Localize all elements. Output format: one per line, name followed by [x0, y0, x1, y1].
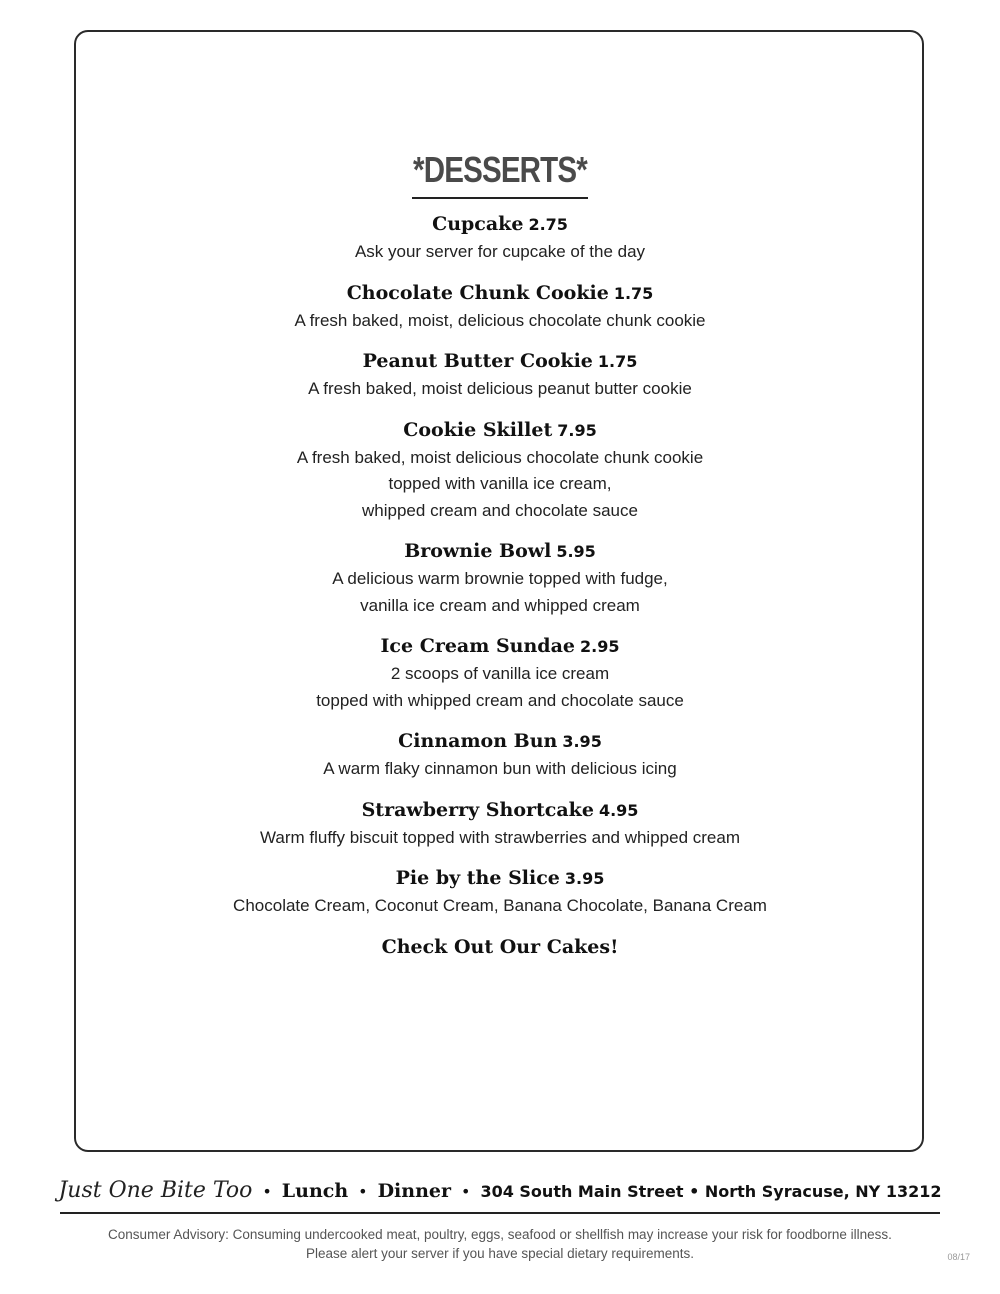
lunch-label: Lunch [281, 1180, 349, 1202]
footer-bar [0, 1176, 1000, 1206]
bullet-separator: • [461, 1182, 471, 1201]
menu-item [0, 796, 1000, 852]
item-name: Cupcake [432, 213, 524, 235]
item-description: topped with vanilla ice cream, [388, 474, 612, 493]
item-description: A delicious warm brownie topped with fudge, [332, 569, 668, 588]
item-description: whipped cream and chocolate sauce [362, 500, 638, 520]
dessert-list [0, 210, 1000, 961]
menu-item [0, 864, 1000, 920]
title-underline [412, 197, 588, 199]
item-price: 2.95 [579, 637, 620, 656]
item-price: 3.95 [564, 869, 605, 888]
item-price: 3.95 [562, 732, 602, 751]
menu-item [0, 727, 1000, 783]
item-description: topped with whipped cream and chocolate sauce [316, 690, 684, 710]
item-price: 4.95 [598, 800, 639, 820]
item-description: A warm flaky cinnamon bun with delicious icing [323, 759, 677, 778]
item-name: Ice Cream Sundae [380, 635, 575, 657]
address: 304 South Main Street • North Syracuse, NY 13212 [480, 1182, 942, 1201]
menu-item [0, 416, 1000, 525]
footer-divider [60, 1212, 940, 1214]
item-price: 5.95 [556, 542, 596, 561]
item-description: Warm fluffy biscuit topped with strawberries and whipped cream [260, 827, 740, 847]
item-name: Pie by the Slice [395, 867, 560, 889]
consumer-advisory [0, 1225, 1000, 1263]
menu-item [0, 210, 1000, 266]
item-description: vanilla ice cream and whipped cream [360, 595, 640, 615]
item-name: Brownie Bowl [404, 540, 552, 562]
bullet-separator: • [358, 1182, 368, 1201]
item-name: Cinnamon Bun [398, 730, 558, 752]
item-name: Cookie Skillet [403, 418, 553, 441]
menu-item [0, 347, 1000, 403]
item-description: A fresh baked, moist delicious peanut butter cookie [308, 379, 692, 398]
item-name: Strawberry Shortcake [361, 798, 594, 821]
item-description: A fresh baked, moist delicious chocolate chunk cookie [296, 447, 704, 467]
item-price: 1.75 [597, 352, 638, 371]
menu-item [0, 537, 1000, 619]
item-price: 7.95 [557, 420, 597, 440]
menu-item [0, 279, 1000, 335]
item-description: 2 scoops of vanilla ice cream [390, 664, 610, 683]
item-name: Chocolate Chunk Cookie [346, 281, 609, 304]
revision-code: 08/17 [947, 1252, 970, 1262]
advisory-line: Please alert your server if you have special dietary requirements. [306, 1246, 694, 1261]
page-title: *DESSERTS* [413, 149, 587, 190]
item-description: A fresh baked, moist, delicious chocolate chunk cookie [294, 310, 706, 330]
item-price: 1.75 [613, 283, 654, 303]
menu-item [0, 632, 1000, 714]
item-description: Chocolate Cream, Coconut Cream, Banana Chocolate, Banana Cream [233, 896, 767, 915]
dinner-label: Dinner [377, 1180, 451, 1202]
item-price: 2.75 [528, 215, 568, 234]
restaurant-logo: Just One Bite Too [58, 1178, 253, 1203]
advisory-line: Consumer Advisory: Consuming undercooked meat, poultry, eggs, seafood or shellfish may increase your risk for foodborne illness. [108, 1227, 892, 1242]
item-name: Peanut Butter Cookie [362, 350, 593, 372]
cakes-callout: Check Out Our Cakes! [381, 935, 619, 958]
bullet-separator: • [262, 1182, 272, 1201]
item-description: Ask your server for cupcake of the day [354, 242, 646, 261]
